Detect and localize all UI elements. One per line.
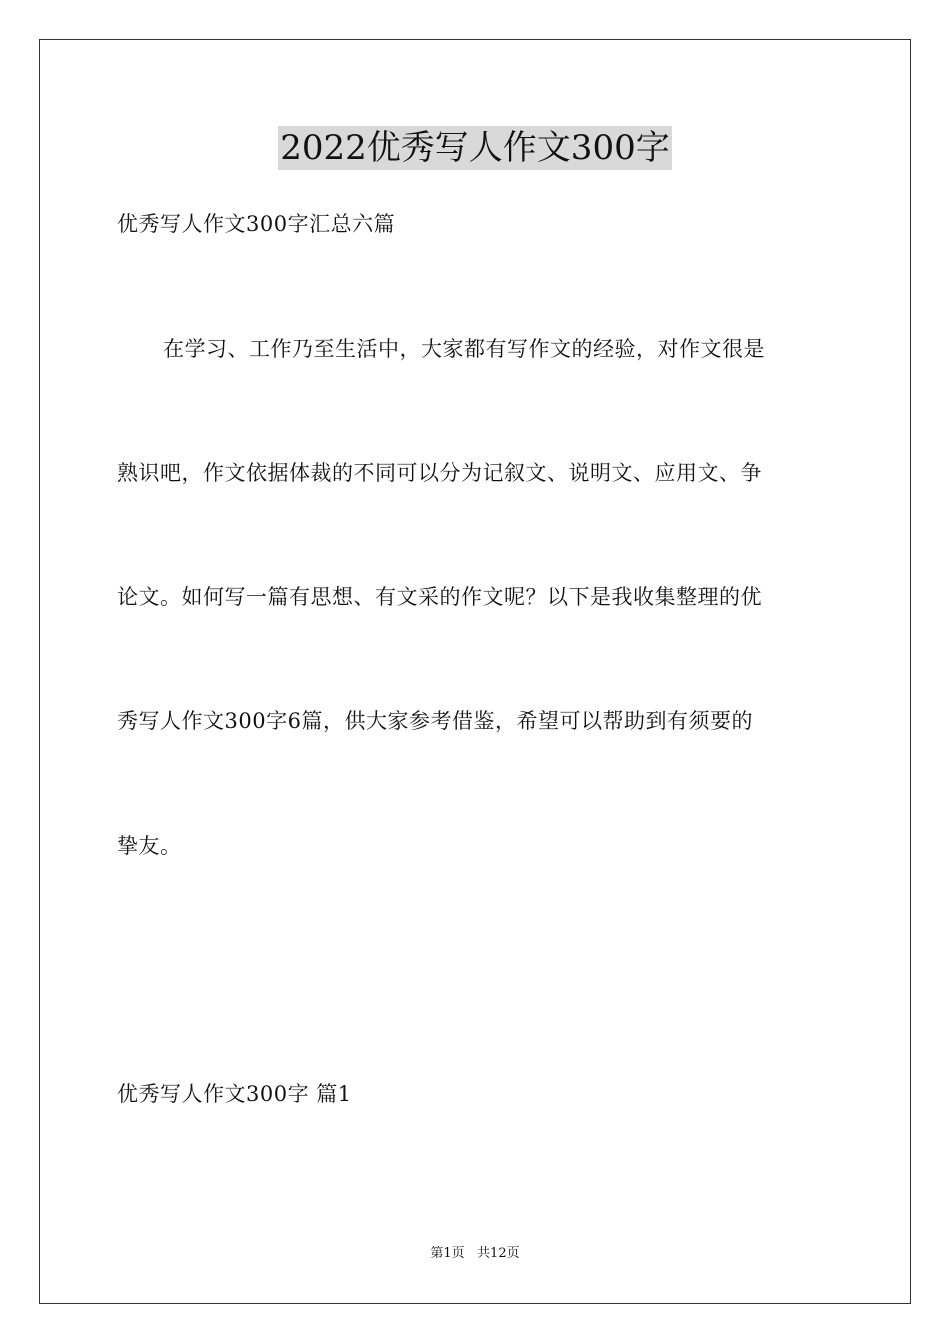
section-heading: 优秀写人作文300字 篇1 [117, 1082, 352, 1106]
title-container [0, 126, 950, 170]
intro-line-5: 挚友。 [117, 834, 182, 858]
page-footer: 第1页 共12页 [430, 1246, 520, 1261]
intro-line-4: 秀写人作文300字6篇，供大家参考借鉴，希望可以帮助到有须要的 [117, 709, 753, 733]
intro-line-2: 熟识吧，作文依据体裁的不同可以分为记叙文、说明文、应用文、争 [117, 461, 762, 485]
intro-line-1: 在学习、工作乃至生活中，大家都有写作文的经验，对作文很是 [163, 337, 765, 361]
document-title: 2022优秀写人作文300字 [280, 128, 670, 168]
document-subtitle: 优秀写人作文300字汇总六篇 [117, 212, 396, 236]
intro-line-3: 论文。如何写一篇有思想、有文采的作文呢？以下是我收集整理的优 [117, 585, 762, 609]
